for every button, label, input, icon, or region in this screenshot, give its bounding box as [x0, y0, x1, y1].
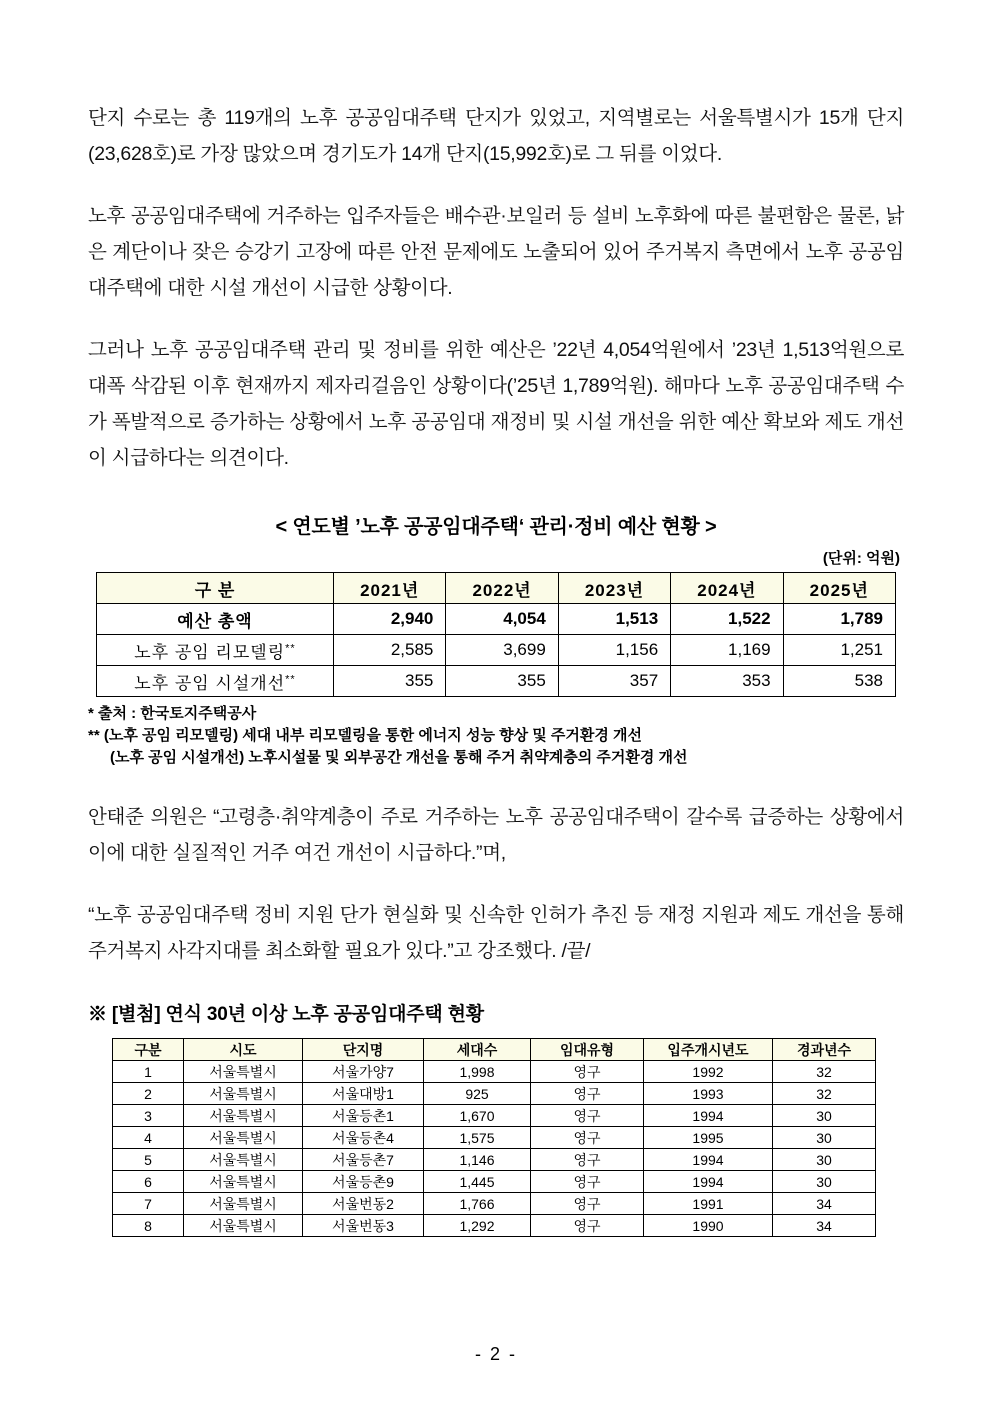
attachment-cell-start-year: 1994	[644, 1149, 773, 1171]
attachment-cell-region: 서울특별시	[184, 1105, 303, 1127]
attachment-cell-complex: 서울번동3	[303, 1215, 424, 1237]
attachment-cell-index: 8	[113, 1215, 184, 1237]
attachment-table	[112, 1038, 876, 1237]
attachment-cell-age: 30	[773, 1149, 876, 1171]
budget-table-unit-note: (단위: 억원)	[822, 550, 900, 567]
attachment-cell-index: 2	[113, 1083, 184, 1105]
attachment-cell-lease-type: 영구	[531, 1105, 644, 1127]
attachment-header-start-year: 입주개시년도	[644, 1039, 773, 1061]
attachment-cell-households: 925	[424, 1083, 531, 1105]
attachment-cell-region: 서울특별시	[184, 1061, 303, 1083]
footnote-remodeling: ** (노후 공임 리모델링) 세대 내부 리모델링을 통한 에너지 성능 향상 및 주거환경 개선	[88, 727, 643, 744]
attachment-cell-lease-type: 영구	[531, 1061, 644, 1083]
attachment-header-index: 구분	[113, 1039, 184, 1061]
budget-cell-remodeling-2025: 1,251	[783, 635, 895, 666]
budget-cell-remodeling-2022: 3,699	[446, 635, 558, 666]
budget-row-label-total: 예산 총액	[97, 604, 334, 635]
attachment-cell-lease-type: 영구	[531, 1215, 644, 1237]
budget-table-header-row	[97, 573, 896, 604]
attachment-cell-region: 서울특별시	[184, 1127, 303, 1149]
attachment-cell-complex: 서울등촌7	[303, 1149, 424, 1171]
budget-cell-remodeling-2021: 2,585	[334, 635, 446, 666]
attachment-cell-start-year: 1995	[644, 1127, 773, 1149]
footnote-source: * 출처 : 한국토지주택공사	[88, 705, 257, 722]
page-number: - 2 -	[474, 1344, 517, 1364]
attachment-cell-index: 4	[113, 1127, 184, 1149]
document-content	[88, 100, 904, 1237]
attachment-cell-region: 서울특별시	[184, 1149, 303, 1171]
attachment-cell-complex: 서울번동2	[303, 1193, 424, 1215]
table-row	[97, 604, 896, 635]
attachment-cell-complex: 서울등촌1	[303, 1105, 424, 1127]
attachment-cell-households: 1,670	[424, 1105, 531, 1127]
budget-cell-total-2023: 1,513	[558, 604, 670, 635]
attachment-header-age: 경과년수	[773, 1039, 876, 1061]
attachment-cell-index: 5	[113, 1149, 184, 1171]
budget-cell-facility-2022: 355	[446, 666, 558, 697]
attachment-cell-region: 서울특별시	[184, 1171, 303, 1193]
budget-header-category: 구 분	[97, 573, 334, 604]
budget-cell-facility-2024: 353	[671, 666, 783, 697]
footnote-facility: (노후 공임 시설개선) 노후시설물 및 외부공간 개선을 통해 주거 취약계층의 주거환경 개선	[110, 749, 688, 766]
budget-row-label-remodeling	[97, 635, 334, 666]
attachment-cell-age: 34	[773, 1215, 876, 1237]
attachment-cell-households: 1,146	[424, 1149, 531, 1171]
attachment-cell-start-year: 1993	[644, 1083, 773, 1105]
budget-cell-facility-2025: 538	[783, 666, 895, 697]
budget-row-label-remodeling-sup: **	[285, 641, 296, 654]
table-row	[97, 666, 896, 697]
table-row	[113, 1127, 876, 1149]
attachment-cell-region: 서울특별시	[184, 1215, 303, 1237]
budget-row-label-remodeling-text: 노후 공임 리모델링	[134, 642, 286, 662]
budget-header-2023: 2023년	[558, 573, 670, 604]
attachment-cell-complex: 서울등촌9	[303, 1171, 424, 1193]
attachment-title: ※ [별첨] 연식 30년 이상 노후 공공임대주택 현황	[88, 1004, 484, 1025]
attachment-header-region: 시도	[184, 1039, 303, 1061]
table-row	[113, 1105, 876, 1127]
table-row	[97, 635, 896, 666]
budget-table-footnotes	[88, 703, 904, 769]
attachment-cell-households: 1,575	[424, 1127, 531, 1149]
budget-cell-total-2025: 1,789	[783, 604, 895, 635]
attachment-cell-households: 1,445	[424, 1171, 531, 1193]
spacer	[88, 769, 904, 799]
attachment-cell-index: 6	[113, 1171, 184, 1193]
attachment-cell-households: 1,998	[424, 1061, 531, 1083]
attachment-header-households: 세대수	[424, 1039, 531, 1061]
attachment-cell-index: 3	[113, 1105, 184, 1127]
attachment-cell-age: 30	[773, 1105, 876, 1127]
attachment-header-lease-type: 임대유형	[531, 1039, 644, 1061]
attachment-header-row	[113, 1039, 876, 1061]
budget-cell-facility-2023: 357	[558, 666, 670, 697]
attachment-cell-complex: 서울등촌4	[303, 1127, 424, 1149]
attachment-cell-lease-type: 영구	[531, 1149, 644, 1171]
attachment-cell-index: 7	[113, 1193, 184, 1215]
attachment-cell-age: 32	[773, 1061, 876, 1083]
budget-table	[96, 572, 896, 697]
attachment-cell-start-year: 1994	[644, 1171, 773, 1193]
budget-row-label-facility	[97, 666, 334, 697]
budget-header-2024: 2024년	[671, 573, 783, 604]
attachment-cell-start-year: 1990	[644, 1215, 773, 1237]
attachment-cell-start-year: 1994	[644, 1105, 773, 1127]
attachment-cell-age: 32	[773, 1083, 876, 1105]
attachment-cell-region: 서울특별시	[184, 1193, 303, 1215]
paragraph-5: “노후 공공임대주택 정비 지원 단가 현실화 및 신속한 인허가 추진 등 재정 지원과 제도 개선을 통해 주거복지 사각지대를 최소화할 필요가 있다.”고 강조했다. /끝/	[88, 904, 904, 962]
budget-header-2025: 2025년	[783, 573, 895, 604]
attachment-cell-start-year: 1991	[644, 1193, 773, 1215]
budget-cell-facility-2021: 355	[334, 666, 446, 697]
budget-cell-remodeling-2024: 1,169	[671, 635, 783, 666]
table-row	[113, 1171, 876, 1193]
budget-table-title: < 연도별 ’노후 공공임대주택‘ 관리·정비 예산 현황 >	[275, 516, 717, 538]
attachment-cell-lease-type: 영구	[531, 1171, 644, 1193]
attachment-cell-start-year: 1992	[644, 1061, 773, 1083]
attachment-cell-region: 서울특별시	[184, 1083, 303, 1105]
table-row	[113, 1149, 876, 1171]
paragraph-3: 그러나 노후 공공임대주택 관리 및 정비를 위한 예산은 ’22년 4,054억원에서 ’23년 1,513억원으로 대폭 삭감된 이후 현재까지 제자리걸음인 상황이다(’25년 1,789억원). 해마다 노후 공공임대주택 수가 폭발적으로 증가하는 상황에서 노후 공공임대 재정비 및 시설 개선을 위한 예산 확보와 제도 개선이 시급하다는 의견이다.	[88, 339, 904, 469]
budget-cell-total-2022: 4,054	[446, 604, 558, 635]
table-row	[113, 1215, 876, 1237]
budget-header-2021: 2021년	[334, 573, 446, 604]
paragraph-1: 단지 수로는 총 119개의 노후 공공임대주택 단지가 있었고, 지역별로는 서울특별시가 15개 단지(23,628호)로 가장 많았으며 경기도가 14개 단지(15,992호)로 그 뒤를 이었다.	[88, 107, 904, 165]
attachment-cell-complex: 서울가양7	[303, 1061, 424, 1083]
table-row	[113, 1193, 876, 1215]
attachment-cell-households: 1,766	[424, 1193, 531, 1215]
budget-row-label-facility-sup: **	[285, 672, 296, 685]
paragraph-2: 노후 공공임대주택에 거주하는 입주자들은 배수관·보일러 등 설비 노후화에 따른 불편함은 물론, 낡은 계단이나 잦은 승강기 고장에 따른 안전 문제에도 노출되어 있어 주거복지 측면에서 노후 공공임대주택에 대한 시설 개선이 시급한 상황이다.	[88, 205, 904, 299]
budget-cell-total-2021: 2,940	[334, 604, 446, 635]
attachment-cell-age: 30	[773, 1127, 876, 1149]
attachment-cell-lease-type: 영구	[531, 1193, 644, 1215]
attachment-cell-lease-type: 영구	[531, 1083, 644, 1105]
attachment-cell-age: 34	[773, 1193, 876, 1215]
table-row	[113, 1061, 876, 1083]
attachment-cell-lease-type: 영구	[531, 1127, 644, 1149]
table-row	[113, 1083, 876, 1105]
attachment-cell-age: 30	[773, 1171, 876, 1193]
budget-cell-total-2024: 1,522	[671, 604, 783, 635]
budget-row-label-facility-text: 노후 공임 시설개선	[134, 673, 286, 693]
attachment-header-complex: 단지명	[303, 1039, 424, 1061]
attachment-cell-households: 1,292	[424, 1215, 531, 1237]
budget-cell-remodeling-2023: 1,156	[558, 635, 670, 666]
attachment-cell-index: 1	[113, 1061, 184, 1083]
paragraph-4: 안태준 의원은 “고령층·취약계층이 주로 거주하는 노후 공공임대주택이 갈수록 급증하는 상황에서 이에 대한 실질적인 거주 여건 개선이 시급하다.”며,	[88, 806, 904, 864]
attachment-cell-complex: 서울대방1	[303, 1083, 424, 1105]
budget-header-2022: 2022년	[446, 573, 558, 604]
